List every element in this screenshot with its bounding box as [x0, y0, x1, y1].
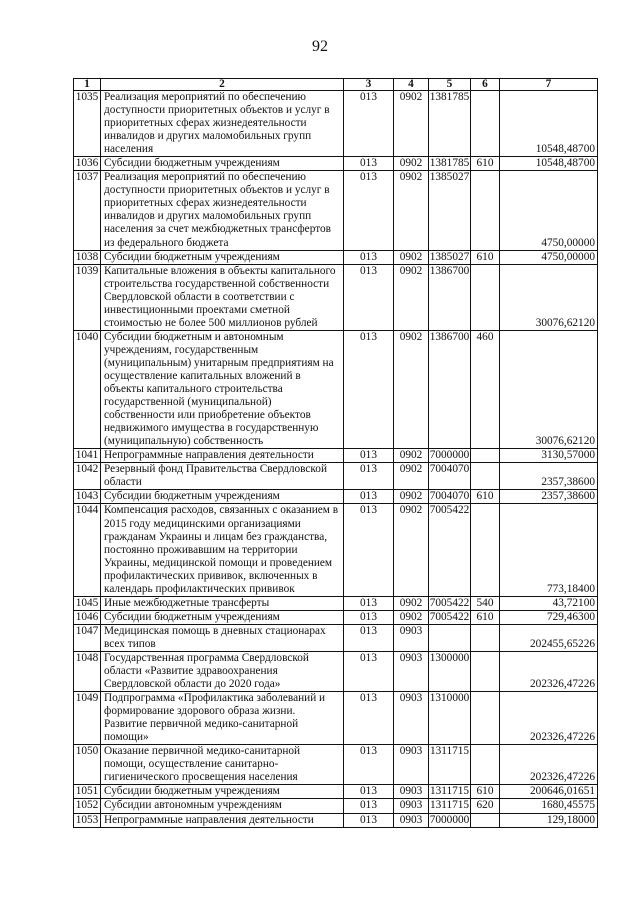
ministry-code: 013 [344, 813, 394, 827]
table-row [74, 799, 598, 813]
target-code: 7005422 [429, 610, 470, 623]
expense-type-code [471, 692, 500, 745]
row-number: 1045 [74, 596, 101, 610]
ministry-code: 013 [344, 692, 394, 745]
expense-type-code [471, 813, 500, 827]
target-code: 1385027 [429, 250, 470, 263]
section-code: 0902 [394, 171, 429, 250]
row-number: 1051 [74, 785, 101, 799]
target-code: 1311715 [429, 785, 470, 798]
section-code: 0902 [394, 264, 429, 330]
expense-type-code [471, 745, 500, 785]
expense-type-code: 460 [471, 330, 500, 448]
ministry-code: 013 [344, 330, 394, 448]
expense-type-code [471, 264, 500, 330]
ministry-code: 013 [344, 91, 394, 157]
section-code: 0902 [394, 504, 429, 596]
table-row [74, 463, 598, 490]
section-code: 0903 [394, 745, 429, 785]
expense-name: Субсидии автономным учреждениям [101, 799, 344, 813]
expense-name: Субсидии бюджетным и автономным учреждениям, государственным (муниципальным) унитарным предприятиям на осуществление капитальных вложений в объекты капитального строительства государственной (муниципальной) собственности или приобретение объектов недвижимого имущества в государственную (муниципальную) собственность [101, 330, 344, 448]
header-col-7: 7 [500, 79, 598, 91]
table-row [74, 504, 598, 596]
target-code [429, 624, 471, 651]
amount: 773,18400 [500, 504, 598, 596]
target-code: 1381785 [429, 157, 470, 170]
expense-name: Реализация мероприятий по обеспечению доступности приоритетных объектов и услуг в приоритетных сферах жизнедеятельности инвалидов и других маломобильных групп населения [101, 91, 344, 157]
ministry-code: 013 [344, 745, 394, 785]
section-code: 0902 [394, 91, 429, 157]
target-code: 7000000 [429, 813, 470, 826]
budget-table [73, 78, 598, 828]
ministry-code: 013 [344, 490, 394, 504]
target-code: 1386700 [429, 264, 471, 330]
row-number: 1047 [74, 624, 101, 651]
expense-type-code [471, 463, 500, 490]
row-number: 1052 [74, 799, 101, 813]
table-row [74, 745, 598, 785]
table-row [74, 624, 598, 651]
expense-type-code [471, 651, 500, 691]
table-row [74, 250, 598, 264]
section-code: 0902 [394, 596, 429, 610]
expense-type-code [471, 624, 500, 651]
ministry-code: 013 [344, 610, 394, 624]
target-code: 1310000 [429, 692, 471, 745]
table-row [74, 651, 598, 691]
amount: 30076,62120 [500, 330, 598, 448]
expense-name: Капитальные вложения в объекты капитального строительства государственной собственности Свердловской области в соответствии с инвестиционными проектами сметной стоимостью не более 500 миллионов рублей [101, 264, 344, 330]
section-code: 0902 [394, 330, 429, 448]
expense-name: Субсидии бюджетным учреждениям [101, 157, 344, 171]
target-code: 7004070 [429, 463, 471, 490]
section-code: 0903 [394, 799, 429, 813]
table-row [74, 330, 598, 448]
expense-type-code: 610 [471, 157, 500, 171]
table-header [74, 79, 598, 91]
section-code: 0902 [394, 463, 429, 490]
ministry-code: 013 [344, 785, 394, 799]
row-number: 1039 [74, 264, 101, 330]
expense-name: Медицинская помощь в дневных стационарах всех типов [101, 624, 344, 651]
header-col-5: 5 [429, 79, 471, 91]
section-code: 0902 [394, 490, 429, 504]
expense-name: Иные межбюджетные трансферты [101, 596, 344, 610]
expense-name: Непрограммные направления деятельности [101, 449, 344, 463]
expense-name: Резервный фонд Правительства Свердловской области [101, 463, 344, 490]
amount: 2357,38600 [500, 490, 598, 504]
amount: 2357,38600 [500, 463, 598, 490]
expense-name: Субсидии бюджетным учреждениям [101, 490, 344, 504]
header-col-4: 4 [394, 79, 429, 91]
section-code: 0903 [394, 651, 429, 691]
row-number: 1038 [74, 250, 101, 264]
expense-name: Реализация мероприятий по обеспечению доступности приоритетных объектов и услуг в приоритетных сферах жизнедеятельности инвалидов и других маломобильных групп населения за счет межбюджетных трансфертов из федерального бюджета [101, 171, 344, 250]
target-code: 7000000 [429, 449, 470, 462]
target-code: 1385027 [429, 171, 471, 250]
row-number: 1035 [74, 91, 101, 157]
ministry-code: 013 [344, 596, 394, 610]
expense-type-code [471, 171, 500, 250]
target-code: 1311715 [429, 745, 471, 785]
row-number: 1050 [74, 745, 101, 785]
target-code: 1381785 [429, 91, 471, 157]
table-row [74, 490, 598, 504]
row-number: 1043 [74, 490, 101, 504]
expense-type-code [471, 449, 500, 463]
target-code: 7005422 [429, 596, 470, 609]
expense-name: Субсидии бюджетным учреждениям [101, 610, 344, 624]
amount: 202326,47226 [500, 692, 598, 745]
amount: 202455,65226 [500, 624, 598, 651]
section-code: 0903 [394, 624, 429, 651]
row-number: 1053 [74, 813, 101, 827]
amount: 4750,00000 [500, 250, 598, 264]
row-number: 1049 [74, 692, 101, 745]
table-row [74, 785, 598, 799]
target-code: 1300000 [429, 651, 471, 691]
row-number: 1048 [74, 651, 101, 691]
row-number: 1046 [74, 610, 101, 624]
amount: 202326,47226 [500, 651, 598, 691]
row-number: 1037 [74, 171, 101, 250]
row-number: 1040 [74, 330, 101, 448]
amount: 43,72100 [500, 596, 598, 610]
amount: 729,46300 [500, 610, 598, 624]
row-number: 1036 [74, 157, 101, 171]
table-row [74, 264, 598, 330]
ministry-code: 013 [344, 504, 394, 596]
target-code: 7004070 [429, 490, 470, 503]
section-code: 0902 [394, 250, 429, 264]
table-row [74, 91, 598, 157]
page-number: 92 [312, 38, 328, 55]
amount: 10548,48700 [500, 91, 598, 157]
expense-type-code [471, 504, 500, 596]
ministry-code: 013 [344, 250, 394, 264]
section-code: 0902 [394, 157, 429, 171]
ministry-code: 013 [344, 157, 394, 171]
ministry-code: 013 [344, 624, 394, 651]
target-code: 1386700 [429, 330, 471, 448]
section-code: 0902 [394, 610, 429, 624]
ministry-code: 013 [344, 264, 394, 330]
header-col-6: 6 [471, 79, 500, 91]
expense-name: Компенсация расходов, связанных с оказанием в 2015 году медицинскими организациями гражданам Украины и лицам без гражданства, постоянно проживавшим на территории Украины, медицинской помощи и проведением профилактических прививок, включенных в календарь профилактических прививок [101, 504, 344, 596]
table-row [74, 596, 598, 610]
expense-type-code [471, 91, 500, 157]
table-row [74, 449, 598, 463]
header-col-2: 2 [101, 79, 344, 91]
expense-name: Государственная программа Свердловской области «Развитие здравоохранения Свердловской области до 2020 года» [101, 651, 344, 691]
ministry-code: 013 [344, 463, 394, 490]
target-code: 7005422 [429, 504, 471, 596]
amount: 3130,57000 [500, 449, 598, 463]
table-row [74, 813, 598, 827]
amount: 202326,47226 [500, 745, 598, 785]
table-body [74, 91, 598, 828]
section-code: 0902 [394, 449, 429, 463]
table-row [74, 171, 598, 250]
amount: 10548,48700 [500, 157, 598, 171]
section-code: 0903 [394, 785, 429, 799]
row-number: 1041 [74, 449, 101, 463]
ministry-code: 013 [344, 449, 394, 463]
expense-type-code: 610 [471, 490, 500, 504]
ministry-code: 013 [344, 651, 394, 691]
header-col-1: 1 [74, 79, 101, 91]
amount: 30076,62120 [500, 264, 598, 330]
amount: 200646,01651 [500, 785, 598, 799]
amount: 129,18000 [500, 813, 598, 827]
table-row [74, 692, 598, 745]
section-code: 0903 [394, 692, 429, 745]
expense-name: Непрограммные направления деятельности [101, 813, 344, 827]
ministry-code: 013 [344, 171, 394, 250]
table-row [74, 610, 598, 624]
expense-name: Оказание первичной медико-санитарной помощи, осуществление санитарно-гигиенического просвещения населения [101, 745, 344, 785]
expense-type-code: 610 [471, 250, 500, 264]
table-row [74, 157, 598, 171]
target-code: 1311715 [429, 799, 470, 812]
expense-name: Субсидии бюджетным учреждениям [101, 250, 344, 264]
expense-type-code: 610 [471, 785, 500, 799]
ministry-code: 013 [344, 799, 394, 813]
expense-type-code: 540 [471, 596, 500, 610]
row-number: 1042 [74, 463, 101, 490]
row-number: 1044 [74, 504, 101, 596]
expense-name: Подпрограмма «Профилактика заболеваний и формирование здорового образа жизни. Развитие первичной медико-санитарной помощи» [101, 692, 344, 745]
amount: 1680,45575 [500, 799, 598, 813]
expense-name: Субсидии бюджетным учреждениям [101, 785, 344, 799]
header-col-3: 3 [344, 79, 394, 91]
expense-type-code: 620 [471, 799, 500, 813]
amount: 4750,00000 [500, 171, 598, 250]
section-code: 0903 [394, 813, 429, 827]
expense-type-code: 610 [471, 610, 500, 624]
